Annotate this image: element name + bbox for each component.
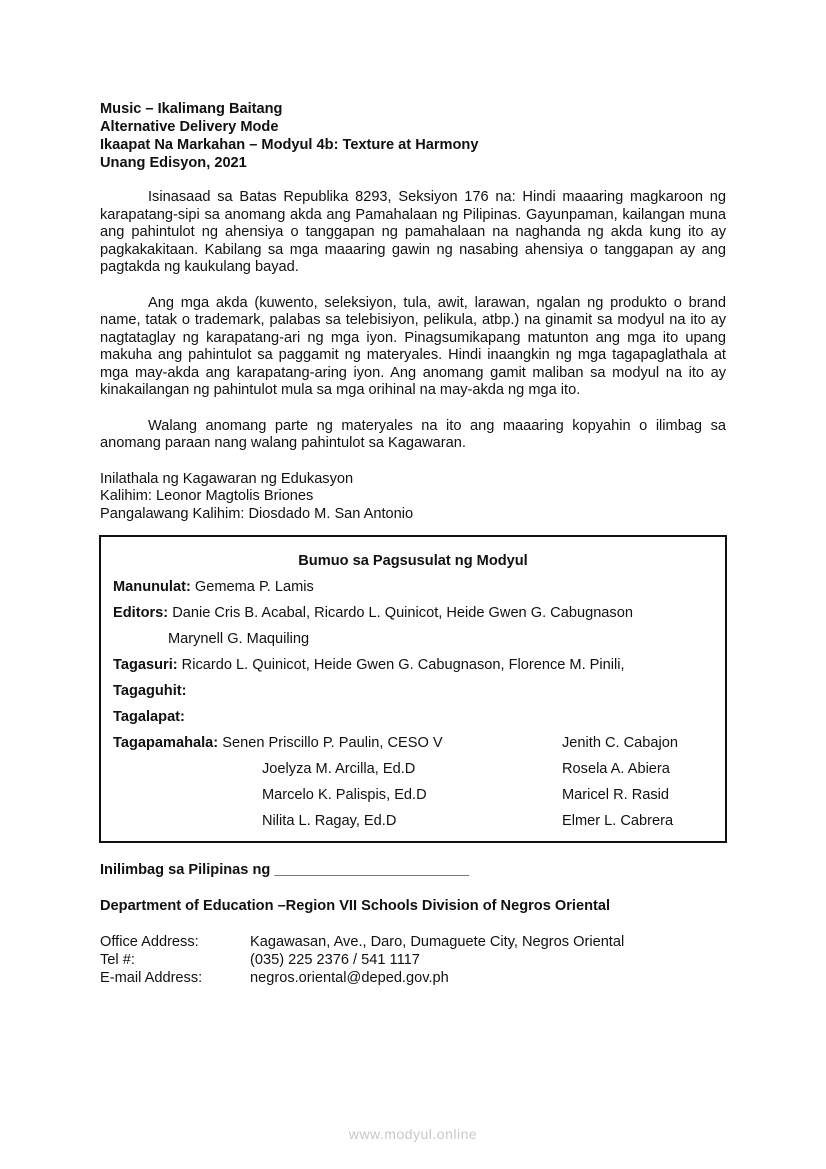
management-name: Senen Priscillo P. Paulin, CESO V	[222, 735, 443, 751]
department-line: Department of Education –Region VII Schools Division of Negros Oriental	[100, 898, 611, 914]
document-header	[100, 100, 726, 172]
credit-reviewers	[113, 657, 625, 673]
printed-in-line: Inilimbag sa Pilipinas ng ________________________	[100, 862, 470, 878]
email-value: negros.oriental@deped.gov.ph	[250, 970, 449, 986]
permissions-paragraph: Ang mga akda (kuwento, seleksiyon, tula, awit, larawan, ngalan ng produkto o brand name, tatak o trademark, palabas sa telebisiyon, pelikula, atbp.) na ginamit sa modyul na ito ay nagtataglay ng karapatang-ari ng mga iyon. Pinagsumikapang matunton ang mga ito upang makuha ang pahintulot sa paggamit ng materyales. Hindi inaangkin ng mga tagapaglathala at mga may-akda ang karapatang-aring iyon. Ang anomang gamit maliban sa modyul na ito ay kinakailangan ng pahintulot mula sa mga orihinal na may-akda ng mga ito.	[100, 294, 726, 398]
undersecretary-line: Pangalawang Kalihim: Diosdado M. San Antonio	[100, 505, 414, 522]
email-row	[100, 969, 624, 987]
management-name: Rosela A. Abiera	[562, 761, 670, 777]
tel-value: (035) 225 2376 / 541 1117	[250, 952, 420, 968]
management-label: Tagapamahala:	[113, 735, 219, 751]
writer-label: Manunulat:	[113, 579, 191, 595]
publisher-line: Inilathala ng Kagawaran ng Edukasyon	[100, 470, 354, 487]
writer-value: Gemema P. Lamis	[194, 579, 314, 595]
management-name: Nilita L. Ragay, Ed.D	[262, 813, 397, 829]
copyright-paragraph: Isinasaad sa Batas Republika 8293, Seksiyon 176 na: Hindi maaaring magkaroon ng karapatang-sipi sa anomang akda ang Pamahalaan ng Pilipinas. Gayunpaman, kailangan muna ang pahintulot ng ahensiya o tanggapan ng pamahalaan na naghanda ng akda kung ito ay pagkakakitaan. Kabilang sa mga maaaring gawin ng nasabing ahensiya o tanggapan ay ang pagtakda ng kaukulang bayad.	[100, 189, 726, 275]
credit-illustrator	[113, 683, 187, 699]
reviewers-label: Tagasuri:	[113, 657, 178, 673]
credit-management	[113, 735, 443, 751]
document-page	[100, 100, 726, 523]
credits-box	[99, 535, 727, 843]
office-address-label: Office Address:	[100, 934, 199, 950]
watermark: www.modyul.online	[348, 1126, 478, 1142]
tel-row	[100, 951, 624, 969]
tel-label: Tel #:	[100, 952, 135, 968]
secretary-line: Kalihim: Leonor Magtolis Briones	[100, 488, 314, 504]
management-name: Maricel R. Rasid	[562, 787, 670, 803]
credits-title: Bumuo sa Pagsusulat ng Modyul	[298, 553, 528, 569]
contact-block	[100, 933, 624, 987]
editors-value: Danie Cris B. Acabal, Ricardo L. Quinicot, Heide Gwen G. Cabugnason	[172, 605, 633, 621]
management-name: Marcelo K. Palispis, Ed.D	[262, 787, 427, 803]
header-subject: Music – Ikalimang Baitang	[100, 101, 283, 117]
reviewers-value: Ricardo L. Quinicot, Heide Gwen G. Cabugnason, Florence M. Pinili,	[181, 657, 625, 673]
header-module-title: Ikaapat Na Markahan – Modyul 4b: Texture at Harmony	[100, 137, 479, 153]
layout-label: Tagalapat:	[113, 709, 185, 725]
editors-label: Editors:	[113, 605, 169, 621]
header-mode: Alternative Delivery Mode	[100, 119, 279, 135]
credit-writer	[113, 579, 314, 595]
management-name: Jenith C. Cabajon	[562, 735, 679, 751]
publisher-block	[100, 471, 726, 524]
office-address-row	[100, 933, 624, 951]
header-edition: Unang Edisyon, 2021	[100, 155, 247, 171]
office-address-value: Kagawasan, Ave., Daro, Dumaguete City, Negros Oriental	[250, 934, 625, 950]
management-name: Elmer L. Cabrera	[562, 813, 674, 829]
illustrator-label: Tagaguhit:	[113, 683, 187, 699]
credit-editors	[113, 605, 633, 621]
credit-editors-cont: Marynell G. Maquiling	[168, 631, 310, 647]
credit-layout	[113, 709, 185, 725]
reproduction-paragraph: Walang anomang parte ng materyales na ito ang maaaring kopyahin o ilimbag sa anomang paraan nang walang pahintulot sa Kagawaran.	[100, 417, 726, 451]
email-label: E-mail Address:	[100, 970, 203, 986]
management-name: Joelyza M. Arcilla, Ed.D	[262, 761, 416, 777]
